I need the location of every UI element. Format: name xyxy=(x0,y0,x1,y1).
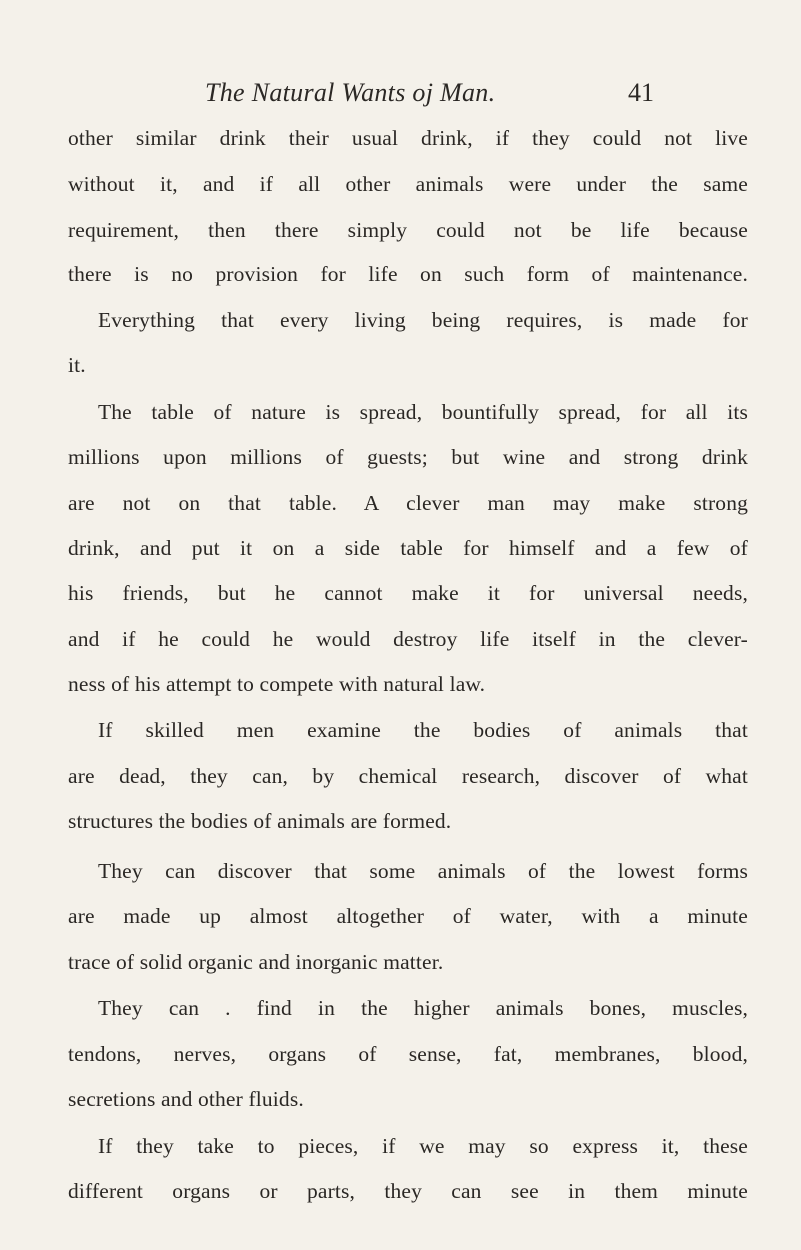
text-line: are dead, they can, by chemical research, discover of what xyxy=(68,764,748,788)
text-line: trace of solid organic and inorganic matter. xyxy=(68,950,444,974)
text-line: secretions and other fluids. xyxy=(68,1087,304,1111)
text-line: They can discover that some animals of the lowest forms xyxy=(98,859,748,883)
text-line: drink, and put it on a side table for himself and a few of xyxy=(68,536,748,560)
running-title: The Natural Wants oj Man. xyxy=(205,78,496,107)
text-line: ness of his attempt to compete with natural law. xyxy=(68,672,486,696)
text-line: If skilled men examine the bodies of animals that xyxy=(98,718,748,742)
text-line: are made up almost altogether of water, with a minute xyxy=(68,904,748,928)
text-line: millions upon millions of guests; but wine and strong drink xyxy=(68,445,748,469)
text-line: different organs or parts, they can see in them minute xyxy=(68,1179,748,1203)
text-line: other similar drink their usual drink, if they could not live xyxy=(68,126,748,150)
text-line: it. xyxy=(68,353,86,377)
text-line: Everything that every living being requires, is made for xyxy=(98,308,748,332)
text-line: are not on that table. A clever man may make strong xyxy=(68,491,748,515)
text-line: requirement, then there simply could not be life because xyxy=(68,218,748,242)
text-line: there is no provision for life on such form of maintenance. xyxy=(68,262,748,286)
text-line: without it, and if all other animals were under the same xyxy=(68,172,748,196)
text-line: They can . find in the higher animals bones, muscles, xyxy=(98,996,748,1020)
text-line: If they take to pieces, if we may so express it, these xyxy=(98,1134,748,1158)
page-header xyxy=(0,78,801,118)
text-line: tendons, nerves, organs of sense, fat, membranes, blood, xyxy=(68,1042,748,1066)
text-line: his friends, but he cannot make it for universal needs, xyxy=(68,581,748,605)
page-number: 41 xyxy=(628,78,654,107)
text-line: structures the bodies of animals are formed. xyxy=(68,809,452,833)
text-line: The table of nature is spread, bountifully spread, for all its xyxy=(98,400,748,424)
text-line: and if he could he would destroy life itself in the clever- xyxy=(68,627,748,651)
